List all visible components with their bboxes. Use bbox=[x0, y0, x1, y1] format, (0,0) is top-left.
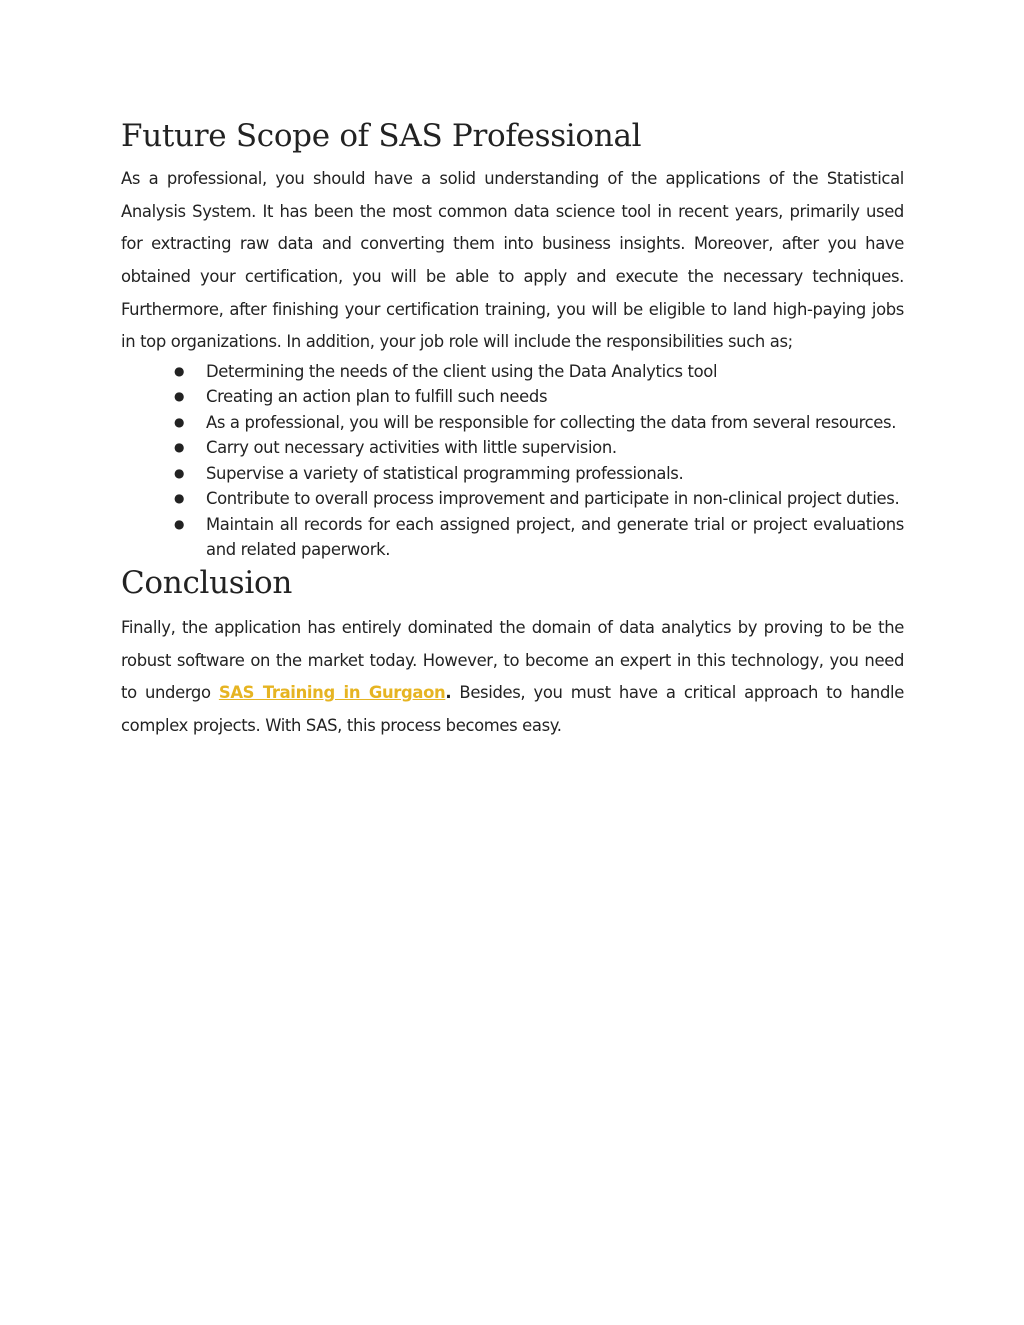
list-item bbox=[174, 435, 904, 461]
bullet-dot-icon: ● bbox=[174, 363, 185, 378]
conclusion-paragraph bbox=[121, 612, 904, 742]
list-item bbox=[174, 384, 904, 410]
sas-training-link[interactable]: SAS Training in Gurgaon bbox=[218, 683, 446, 703]
link-period: . bbox=[445, 683, 452, 703]
list-item bbox=[174, 461, 904, 487]
list-item-text: As a professional, you will be responsible for collecting the data from several resources. bbox=[206, 412, 897, 432]
bullet-dot-icon: ● bbox=[174, 516, 185, 531]
list-item bbox=[174, 359, 904, 385]
list-item bbox=[174, 512, 904, 563]
list-item-text: Determining the needs of the client using the Data Analytics tool bbox=[206, 361, 718, 381]
list-item bbox=[174, 486, 904, 512]
bullet-dot-icon: ● bbox=[174, 389, 185, 404]
list-item-text: Creating an action plan to fulfill such needs bbox=[206, 387, 548, 407]
section-title-conclusion: Conclusion bbox=[121, 564, 293, 601]
bullet-dot-icon: ● bbox=[174, 491, 185, 506]
conclusion-text-before-link: Finally, the application has entirely dominated the domain of data analytics by proving to be the robust software on the market today. However, to become an expert in this technology, you need to undergo bbox=[121, 617, 904, 703]
list-item-text: Contribute to overall process improvement and participate in non-clinical project duties. bbox=[206, 489, 900, 509]
bullet-dot-icon: ● bbox=[174, 440, 185, 455]
bullet-dot-icon: ● bbox=[174, 414, 185, 429]
list-item-text: Carry out necessary activities with little supervision. bbox=[206, 438, 617, 458]
list-item-text: Maintain all records for each assigned project, and generate trial or project evaluations and related paperwork. bbox=[206, 514, 904, 560]
document-page bbox=[121, 118, 904, 742]
list-item bbox=[174, 410, 904, 436]
responsibilities-list bbox=[121, 359, 904, 563]
conclusion-text-after-link: Besides, you must have a critical approach to handle complex projects. With SAS, this process becomes easy. bbox=[121, 683, 904, 735]
section-title-future-scope: Future Scope of SAS Professional bbox=[121, 118, 642, 154]
intro-paragraph: As a professional, you should have a solid understanding of the applications of the Statistical Analysis System. It has been the most common data science tool in recent years, primarily used for extracting raw data and converting them into business insights. Moreover, after you have obtained your certification, you will be able to apply and execute the necessary techniques. Furthermore, after finishing your certification training, you will be eligible to land high-paying jobs in top organizations. In addition, your job role will include the responsibilities such as; bbox=[121, 169, 904, 352]
list-item-text: Supervise a variety of statistical programming professionals. bbox=[206, 463, 684, 483]
bullet-dot-icon: ● bbox=[174, 465, 185, 480]
